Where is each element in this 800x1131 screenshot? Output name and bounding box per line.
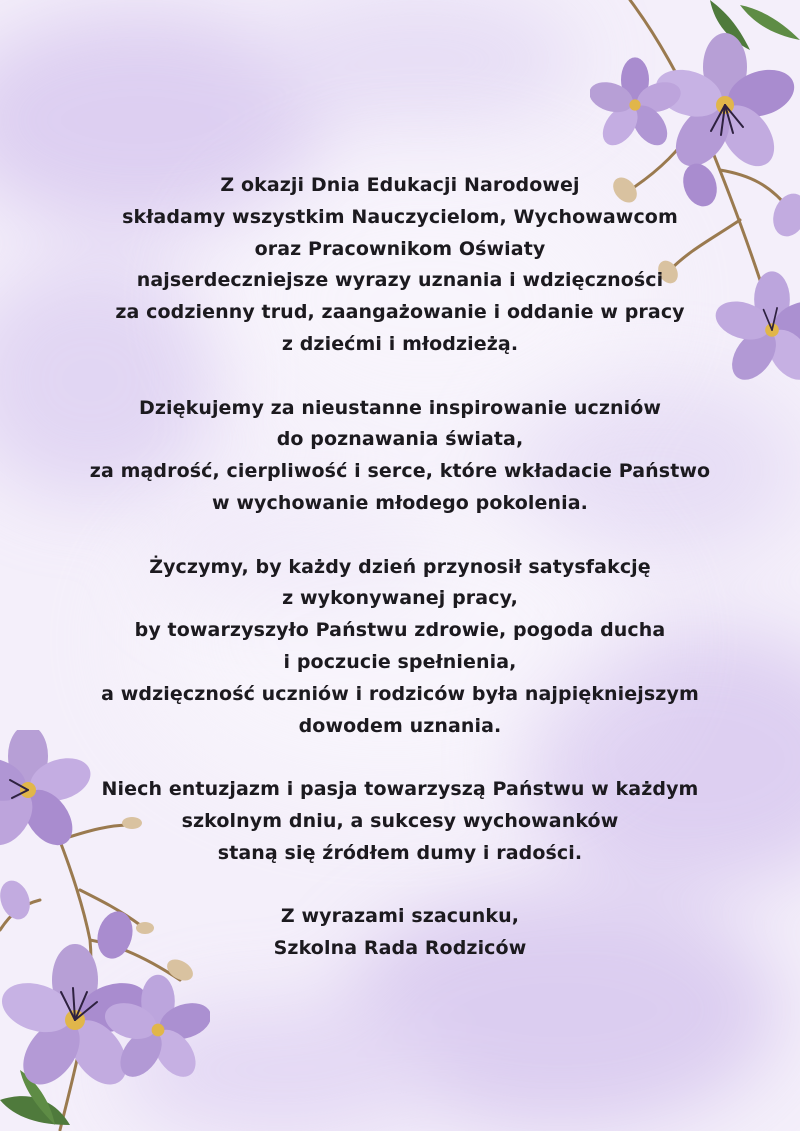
text-line: Niech entuzjazm i pasja towarzyszą Państwu w każdym (101, 778, 699, 801)
signature-line: Szkolna Rada Rodziców (273, 937, 527, 960)
text-line: by towarzyszyło Państwu zdrowie, pogoda ducha (134, 619, 666, 642)
text-line: w wychowanie młodego pokolenia. (212, 491, 588, 514)
text-line: i poczucie spełnienia, (283, 650, 517, 673)
paragraph-thanks (0, 393, 800, 520)
text-line: najserdeczniejsze wyrazy uznania i wdzięczności (136, 269, 664, 292)
paragraph-wishes (0, 552, 800, 743)
greeting-letter (0, 170, 800, 997)
text-line: z wykonywanej pracy, (282, 587, 518, 610)
text-line: Z okazji Dnia Edukacji Narodowej (220, 174, 580, 196)
paragraph-occasion (0, 170, 800, 361)
text-line: Życzymy, by każdy dzień przynosił satysfakcję (149, 555, 651, 578)
text-line: do poznawania świata, (276, 428, 524, 451)
text-line: z dziećmi i młodzieżą. (281, 332, 519, 355)
text-line: dowodem uznania. (298, 714, 502, 737)
text-line: Dziękujemy za nieustanne inspirowanie uczniów (138, 396, 662, 419)
text-line: szkolnym dniu, a sukcesy wychowanków (181, 809, 619, 832)
text-line: staną się źródłem dumy i radości. (217, 841, 583, 864)
text-line: a wdzięczność uczniów i rodziców była najpiękniejszym (101, 682, 699, 705)
closing-signature (0, 901, 800, 965)
closing-line: Z wyrazami szacunku, (280, 905, 520, 928)
text-line: oraz Pracownikom Oświaty (254, 237, 546, 260)
text-line: składamy wszystkim Nauczycielom, Wychowawcom (122, 205, 678, 228)
paragraph-enthusiasm (0, 774, 800, 869)
text-line: za mądrość, cierpliwość i serce, które wkładacie Państwo (89, 460, 711, 483)
text-line: za codzienny trud, zaangażowanie i oddanie w pracy (115, 301, 685, 324)
